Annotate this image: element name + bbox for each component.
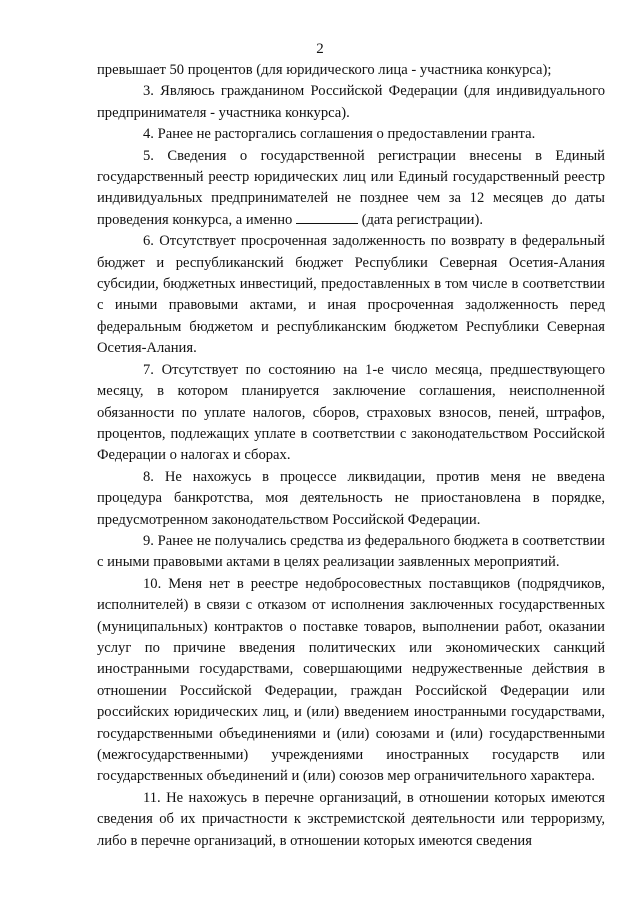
page-number: 2 <box>316 41 324 57</box>
paragraph-5-registration <box>97 146 605 232</box>
registration-date-blank <box>296 211 358 224</box>
paragraph-3-citizenship: 3. Являюсь гражданином Российской Федерации (для индивидуального предпринимателя - участника конкурса). <box>97 83 605 121</box>
paragraph-7-taxes: 7. Отсутствует по состоянию на 1-е число месяца, предшествующего месяцу, в котором планируется заключение соглашения, неисполненной обязанности по уплате налогов, сборов, страховых взносов, пеней, штрафов, процентов, подлежащих уплате в соответствии с законодательством Российской Федерации о налогах и сборах. <box>97 361 605 464</box>
paragraph-11-extremism-list: 11. Не нахожусь в перечне организаций, в отношении которых имеются сведения об их причастности к экстремистской деятельности или терроризму, либо в перечне организаций, в отношении которых имеются сведения <box>97 789 605 849</box>
paragraph-8-liquidation: 8. Не нахожусь в процессе ликвидации, против меня не введена процедура банкротства, моя деятельность не приостановлена в порядке, предусмотренном законодательством Российской Федерации. <box>97 468 605 528</box>
paragraph-5-text-after: (дата регистрации). <box>357 211 483 228</box>
paragraph-9-federal-funds: 9. Ранее не получались средства из федерального бюджета в соответствии с иными правовыми актами в целях реализации заявленных мероприятий. <box>97 532 605 571</box>
document-body <box>97 60 605 852</box>
paragraph-continuation: превышает 50 процентов (для юридического лица - участника конкурса); <box>97 62 552 78</box>
paragraph-5-text-before: 5. Сведения о государственной регистрации внесены в Единый государственный реестр юридических лиц или Единый государственный реестр индивидуальных предпринимателей не позднее чем за 12 месяцев до даты проведения конкурса, а именно <box>97 147 605 228</box>
paragraph-4-grant-agreements: 4. Ранее не расторгались соглашения о предоставлении гранта. <box>143 126 536 143</box>
paragraph-6-debt: 6. Отсутствует просроченная задолженность по возврату в федеральный бюджет и республиканский бюджет Республики Северная Осетия-Алания субсидии, бюджетных инвестиций, предоставленных в том числе в соответствии с иными правовыми актами, и иная просроченная задолженность перед федеральным бюджетом и республиканским бюджетом Республики Северная Осетия-Алания. <box>97 233 605 357</box>
paragraph-10-supplier-registry: 10. Меня нет в реестре недобросовестных поставщиков (подрядчиков, исполнителей) в связи с отказом от исполнения заключенных государственных (муниципальных) контрактов о поставке товаров, выполнении работ, оказании услуг по причине введения политических или экономических санкций иностранными государствами, совершающими недружественные действия в отношении Российской Федерации, граждан Российской Федерации или российских юридических лиц, и (или) введением иностранными государствами, государственными объединениями и (или) союзами и (или) государственными (межгосударственными) учреждениями иностранных государств или государственных объединений и (или) союзов мер ограничительного характера. <box>97 575 605 785</box>
